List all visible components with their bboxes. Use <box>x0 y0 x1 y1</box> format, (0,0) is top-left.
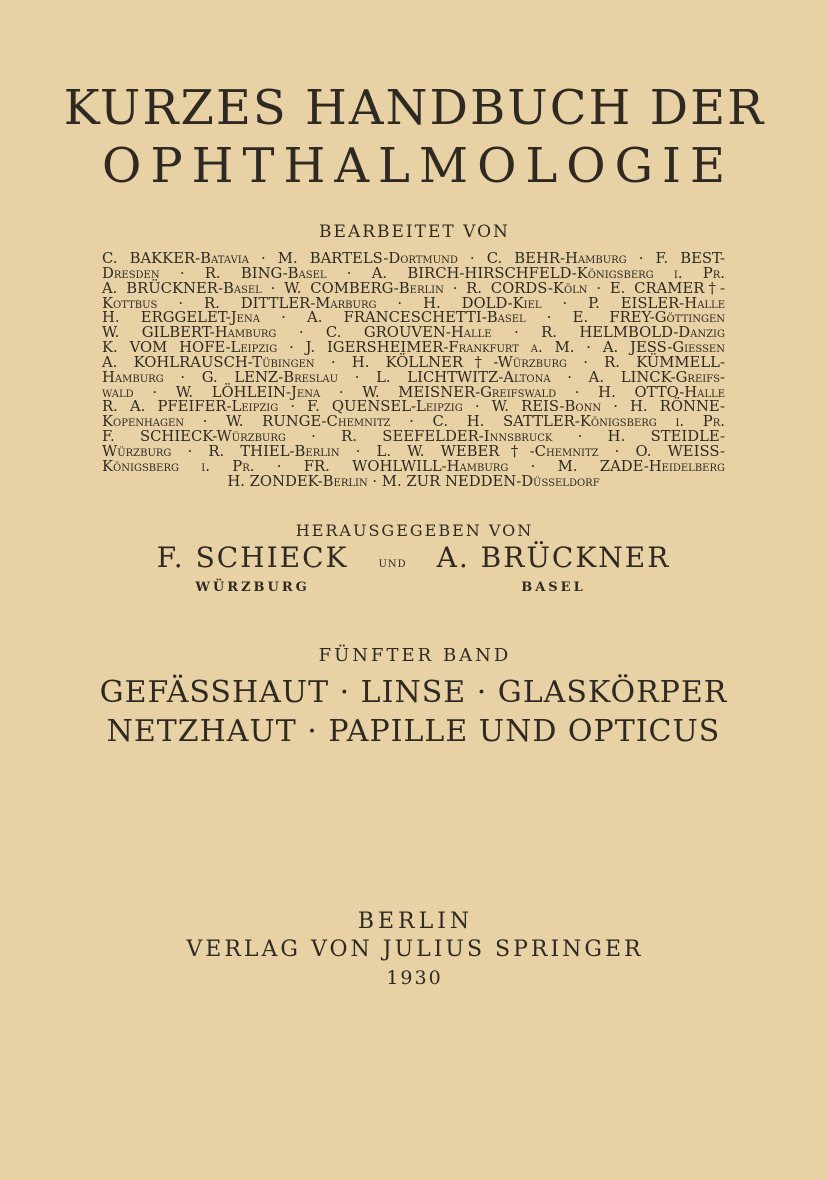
editor-city: BASEL <box>521 580 586 595</box>
bearbeitet-von-label: BEARBEITET VON <box>319 222 510 242</box>
contributor-line: Würzburg · R. THIEL-Berlin · L. W. WEBER†-Chemnitz · O. WEISS- <box>102 442 725 460</box>
volume-subtitle-line2: NETZHAUT · PAPILLE UND OPTICUS <box>106 714 721 749</box>
contributor-line: R. A. PFEIFER-Leipzig · F. QUENSEL-Leipzig · W. REIS-Bonn · H. RÖNNE- <box>102 398 725 416</box>
editor-brueckner <box>437 543 671 595</box>
contributor-line: H. ERGGELET-Jena · A. FRANCESCHETTI-Basel · E. FREY-Göttingen <box>102 309 725 327</box>
contributor-line: C. BAKKER-Batavia · M. BARTELS-Dortmund · C. BEHR-Hamburg · F. BEST- <box>102 250 725 267</box>
herausgegeben-von-label: HERAUSGEGEBEN VON <box>295 521 534 540</box>
contributor-line: H. ZONDEK-Berlin · M. ZUR NEDDEN-Düsseldorf <box>227 472 600 490</box>
contributor-line: Hamburg · G. LENZ-Breslau · L. LICHTWITZ-Altona · A. LINCK-Greifs- <box>102 368 725 386</box>
contributor-line: Dresden · R. BING-Basel · A. BIRCH-HIRSCHFELD-Königsberg i. Pr. <box>102 264 725 282</box>
contributor-line: Kopenhagen · W. RUNGE-Chemnitz · C. H. SATTLER-Königsberg i. Pr. <box>102 413 725 431</box>
editor-city: WÜRZBURG <box>195 580 310 595</box>
imprint-year: 1930 <box>386 967 443 989</box>
contributor-line: Kottbus · R. DITTLER-Marburg · H. DOLD-Kiel · P. EISLER-Halle <box>102 294 725 312</box>
imprint-publisher: VERLAG VON JULIUS SPRINGER <box>186 937 644 962</box>
contributor-line: K. VOM HOFE-Leipzig · J. IGERSHEIMER-Frankfurt a. M. · A. JESS-Giessen <box>102 339 725 357</box>
contributor-line: A. BRÜCKNER-Basel · W. COMBERG-Berlin · R. CORDS-Köln · E. CRAMER†- <box>102 279 725 297</box>
contributors-list <box>102 252 725 490</box>
contributor-line: Königsberg i. Pr. · FR. WOHLWILL-Hamburg · M. ZADE-Heidelberg <box>102 457 725 475</box>
contributor-line: F. SCHIECK-Würzburg · R. SEEFELDER-Innsbruck · H. STEIDLE- <box>102 428 725 446</box>
volume-block <box>0 646 827 751</box>
contributor-line: W. GILBERT-Hamburg · C. GROUVEN-Halle · R. HELMBOLD-Danzig <box>102 324 725 342</box>
editors-conjunction: und <box>378 555 407 571</box>
imprint-block <box>0 908 827 992</box>
book-title-line1: KURZES HANDBUCH DER <box>63 80 766 136</box>
book-title <box>0 80 827 194</box>
book-title-line2: OPHTHALMOLOGIE <box>102 138 734 194</box>
editor-schieck <box>157 543 349 595</box>
volume-number-label: FÜNFTER BAND <box>318 645 512 666</box>
contributor-line: A. KOHLRAUSCH-Tübingen · H. KÖLLNER†-Würzburg · R. KÜMMELL- <box>102 353 725 371</box>
contributor-line: wald · W. LÖHLEIN-Jena · W. MEISNER-Greifswald · H. OTTO-Halle <box>102 383 725 401</box>
editor-name: A. BRÜCKNER <box>436 541 671 574</box>
editors-row <box>0 543 827 595</box>
imprint-city: BERLIN <box>357 909 474 934</box>
volume-subtitle-line1: GEFÄSSHAUT · LINSE · GLASKÖRPER <box>99 675 728 710</box>
editor-name: F. SCHIECK <box>156 541 349 574</box>
